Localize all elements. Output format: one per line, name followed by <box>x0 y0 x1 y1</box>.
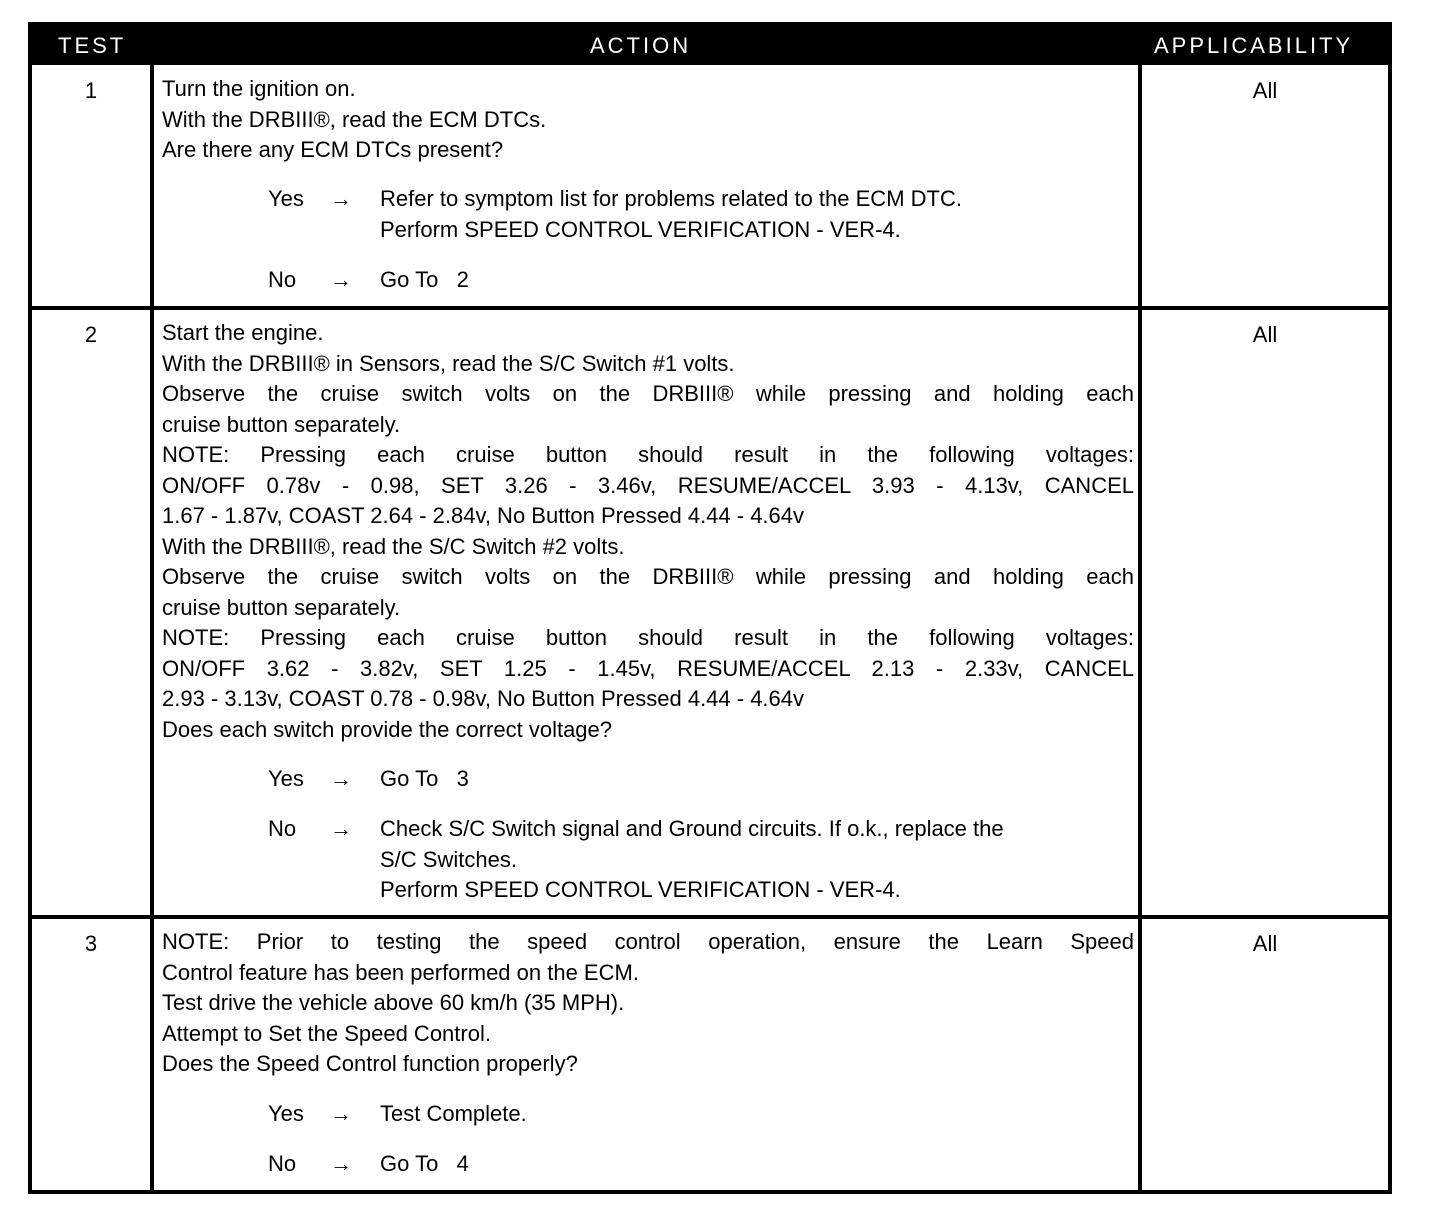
header-action: ACTION <box>590 33 692 58</box>
action-line: NOTE: Pressing each cruise button should result in the following voltages: <box>162 625 1134 650</box>
result-label: Yes <box>268 186 304 211</box>
arrow-icon: → <box>330 766 352 791</box>
result-line: Go To 3 <box>380 766 469 791</box>
result-no <box>32 265 1134 296</box>
result-no <box>32 814 1134 906</box>
action-line: Does the Speed Control function properly? <box>162 1051 578 1076</box>
result-line: Go To 4 <box>380 1151 469 1176</box>
arrow-icon: → <box>330 816 352 841</box>
action-line: Start the engine. <box>162 320 324 345</box>
result-text <box>380 814 1134 906</box>
action-line: ON/OFF 0.78v - 0.98, SET 3.26 - 3.46v, RESUME/ACCEL 3.93 - 4.13v, CANCEL <box>162 472 1134 498</box>
result-line: S/C Switches. <box>380 846 517 872</box>
action-line: 1.67 - 1.87v, COAST 2.64 - 2.84v, No Button Pressed 4.44 - 4.64v <box>162 503 805 528</box>
header-applicability: APPLICABILITY <box>1154 33 1354 58</box>
diagnostic-test-table <box>28 22 1392 1194</box>
action-line: Are there any ECM DTCs present? <box>162 137 504 162</box>
test-action <box>162 74 1134 166</box>
result-line: Refer to symptom list for problems related to the ECM DTC. <box>380 186 962 211</box>
action-line: cruise button separately. <box>162 411 401 437</box>
action-line: Does each switch provide the correct voltage? <box>162 716 613 742</box>
result-yes <box>32 764 1134 795</box>
result-text <box>380 184 1134 245</box>
result-label: No <box>268 816 297 841</box>
result-label: Yes <box>268 766 304 791</box>
result-line: Go To 2 <box>380 267 469 292</box>
action-line: Test drive the vehicle above 60 km/h (35 MPH). <box>162 990 625 1015</box>
action-line: 2.93 - 3.13v, COAST 0.78 - 0.98v, No Button Pressed 4.44 - 4.64v <box>162 686 805 711</box>
action-line: Observe the cruise switch volts on the DRBIII® while pressing and holding each <box>162 381 1134 406</box>
result-line: Check S/C Switch signal and Ground circuits. If o.k., replace the <box>380 816 1004 841</box>
row-divider <box>32 915 1388 919</box>
action-line: With the DRBIII®, read the S/C Switch #2 volts. <box>162 533 625 559</box>
row-divider <box>32 306 1388 310</box>
test-number: 2 <box>84 322 98 347</box>
arrow-icon: → <box>330 1101 352 1126</box>
action-line: Control feature has been performed on the ECM. <box>162 959 639 985</box>
test-action <box>162 318 1134 745</box>
result-text <box>380 265 1134 296</box>
applicability-value: All <box>1252 931 1278 956</box>
action-line: With the DRBIII®, read the ECM DTCs. <box>162 106 547 132</box>
column-divider <box>1138 65 1142 1190</box>
result-label: No <box>268 1151 297 1176</box>
result-yes <box>32 184 1134 246</box>
result-text <box>380 1099 1134 1130</box>
applicability-value: All <box>1252 322 1278 347</box>
header-test: TEST <box>58 33 127 58</box>
action-line: Attempt to Set the Speed Control. <box>162 1020 491 1046</box>
result-line: Test Complete. <box>380 1101 527 1126</box>
action-line: Turn the ignition on. <box>162 76 356 101</box>
arrow-icon: → <box>330 267 352 292</box>
test-number: 1 <box>84 78 98 103</box>
result-yes <box>32 1099 1134 1130</box>
arrow-icon: → <box>330 1151 352 1176</box>
result-no <box>32 1149 1134 1180</box>
action-line: NOTE: Pressing each cruise button should result in the following voltages: <box>162 442 1134 467</box>
action-line: NOTE: Prior to testing the speed control operation, ensure the Learn Speed <box>162 929 1134 954</box>
applicability-value: All <box>1252 78 1278 103</box>
result-text <box>380 764 1134 795</box>
action-line: Observe the cruise switch volts on the DRBIII® while pressing and holding each <box>162 564 1134 589</box>
result-text <box>380 1149 1134 1180</box>
action-line: With the DRBIII® in Sensors, read the S/C Switch #1 volts. <box>162 350 735 376</box>
action-line: cruise button separately. <box>162 594 401 620</box>
action-line: ON/OFF 3.62 - 3.82v, SET 1.25 - 1.45v, RESUME/ACCEL 2.13 - 2.33v, CANCEL <box>162 655 1134 681</box>
test-number: 3 <box>84 931 98 956</box>
test-action <box>162 927 1134 1080</box>
result-line: Perform SPEED CONTROL VERIFICATION - VER-4. <box>380 877 901 902</box>
table-header <box>32 26 1388 65</box>
result-line: Perform SPEED CONTROL VERIFICATION - VER-4. <box>380 216 901 242</box>
arrow-icon: → <box>330 186 352 211</box>
result-label: Yes <box>268 1101 304 1126</box>
result-label: No <box>268 267 297 292</box>
